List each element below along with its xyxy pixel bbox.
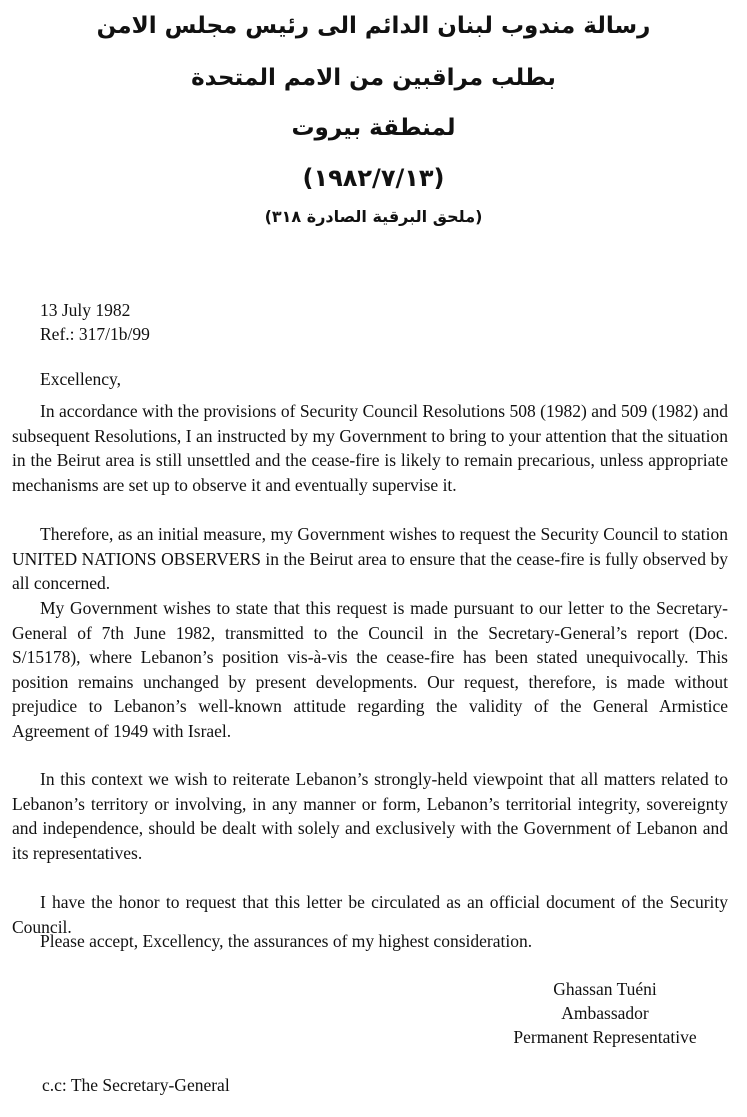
paragraph-closing: Please accept, Excellency, the assurances of my highest consideration. — [40, 931, 533, 951]
arabic-date: (١٩٨٢/٧/١٣) — [302, 164, 445, 192]
paragraph-request-observers: Therefore, as an initial measure, my Government wishes to request the Security Council to station UNITED NATIONS OBSERVERS in the Beirut area to ensure that the cease-fire is fully observed by all concerned. — [12, 524, 728, 594]
paragraph-government-position: My Government wishes to state that this request is made pursuant to our letter to the Secretary-General of 7th June 1982, transmitted to the Council in the Secretary-General’s report (Doc. S/15178), where Lebanon’s position vis-à-vis the cease-fire has been stated unequivocally. This position remains unchanged by present developments. Our request, therefore, is made without prejudice to Lebanon’s well-known attitude regarding the validity of the General Armistice Agreement of 1949 with Israel. — [12, 598, 728, 741]
salutation: Excellency, — [40, 369, 121, 389]
arabic-title-line-2: بطلب مراقبين من الامم المتحدة — [191, 65, 556, 91]
letter-date: 13 July 1982 — [40, 300, 131, 320]
arabic-title-line-1: رسالة مندوب لبنان الدائم الى رئيس مجلس الامن — [96, 13, 651, 39]
arabic-annex-note: (ملحق البرقية الصادرة ٣١٨) — [264, 207, 483, 226]
arabic-title-line-3: لمنطقة بيروت — [291, 115, 456, 141]
signature-name: Ghassan Tuéni — [553, 979, 657, 999]
paragraph-sovereignty: In this context we wish to reiterate Lebanon’s strongly-held viewpoint that all matters related to Lebanon’s territory or involving, in any manner or form, Lebanon’s territorial integrity, sovereignty and independence, should be dealt with solely and exclusively with the Government of Lebanon and its representatives. — [12, 769, 728, 863]
paragraph-circulation-request: I have the honor to request that this letter be circulated as an official document of the Security Council. — [12, 892, 728, 937]
signature-role: Permanent Representative — [513, 1027, 697, 1047]
paragraph-resolutions: In accordance with the provisions of Security Council Resolutions 508 (1982) and 509 (1982) and subsequent Resolutions, I an instructed by my Government to bring to your attention that the situation in the Beirut area is still unsettled and the cease-fire is likely to remain precarious, unless appropriate mechanisms are set up to observe it and eventually supervise it. — [12, 401, 728, 495]
carbon-copy-line: c.c: The Secretary-General — [42, 1075, 230, 1095]
letter-reference: Ref.: 317/1b/99 — [40, 324, 150, 344]
signature-title: Ambassador — [561, 1003, 649, 1023]
